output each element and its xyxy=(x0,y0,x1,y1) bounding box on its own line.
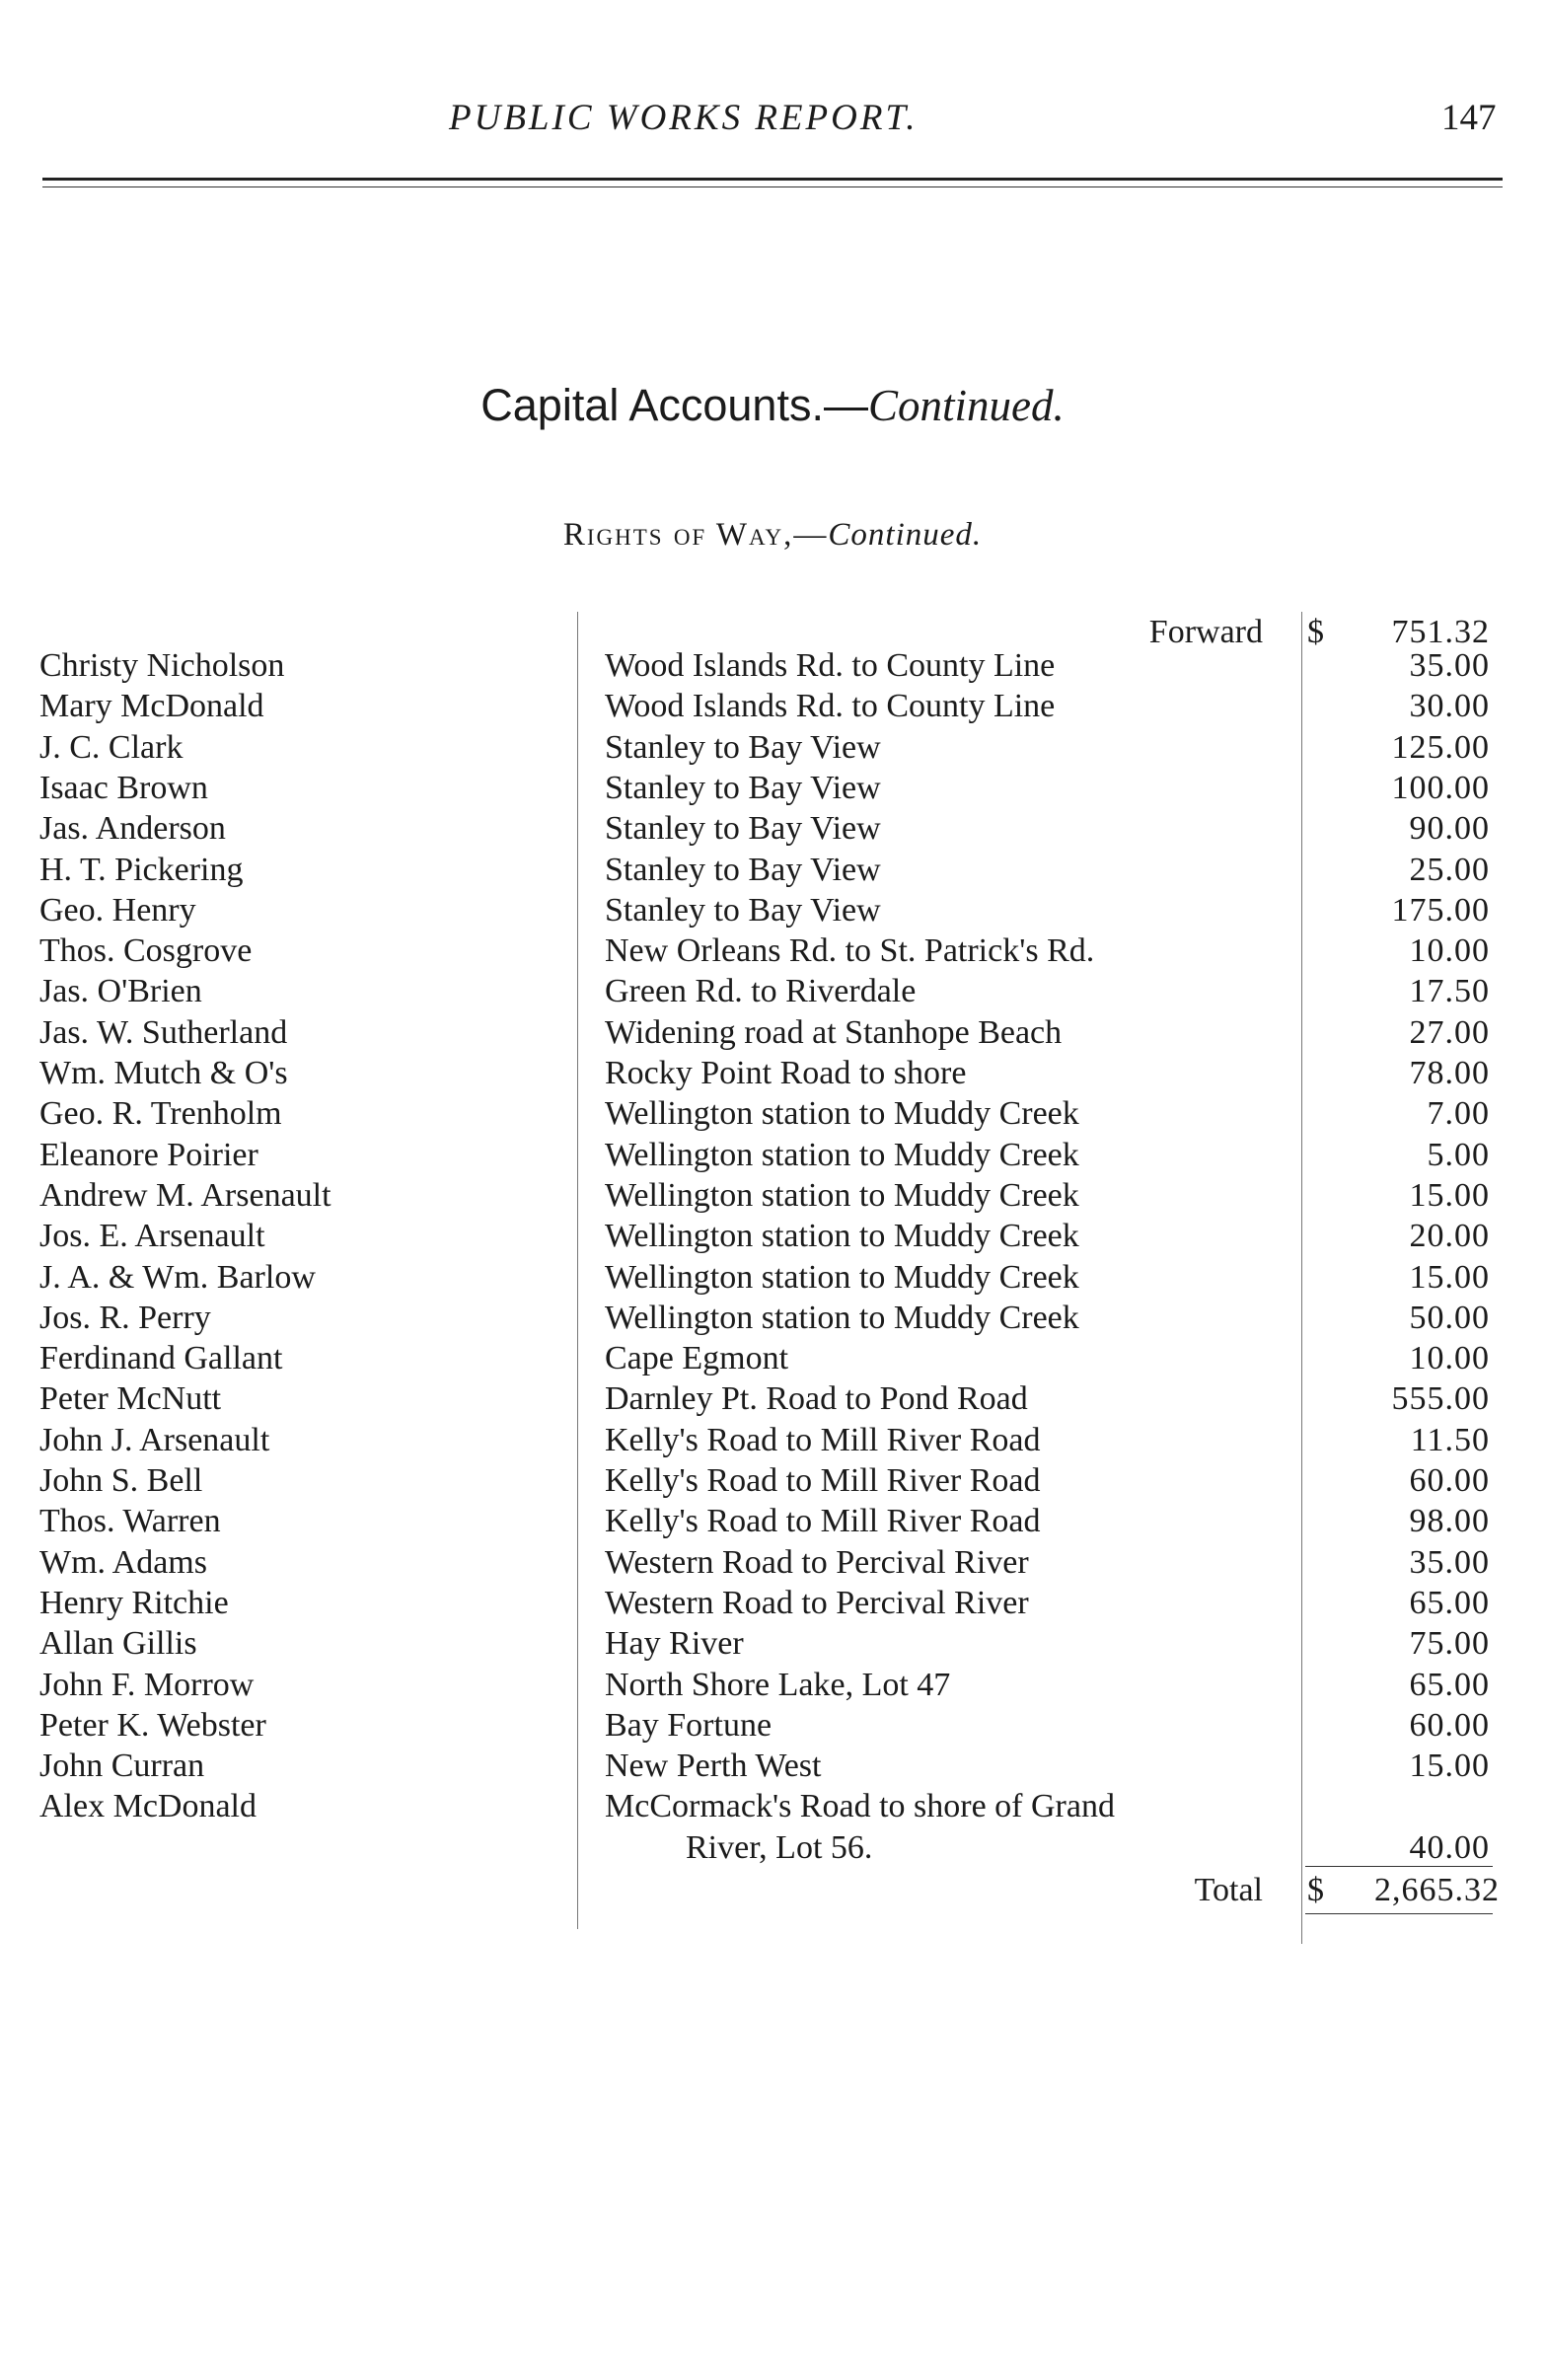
payee-name: John J. Arsenault xyxy=(39,1421,270,1458)
right-of-way-description: Widening road at Stanhope Beach xyxy=(605,1013,1063,1051)
payee-name: Geo. Henry xyxy=(39,891,196,929)
payee-name: Jos. R. Perry xyxy=(39,1299,211,1336)
right-of-way-description: Hay River xyxy=(605,1625,744,1663)
right-of-way-description: North Shore Lake, Lot 47 xyxy=(605,1666,951,1703)
right-of-way-description: New Orleans Rd. to St. Patrick's Rd. xyxy=(605,932,1095,970)
section-title-continued: Continued. xyxy=(867,381,1065,430)
table-row xyxy=(39,850,1509,891)
amount: 35.00 xyxy=(1409,647,1490,684)
amount: 78.00 xyxy=(1409,1055,1490,1091)
continuation-description: River, Lot 56. xyxy=(686,1828,873,1866)
right-of-way-description: McCormack's Road to shore of Grand xyxy=(605,1788,1115,1825)
table-row xyxy=(39,1746,1509,1787)
payee-name: Alex McDonald xyxy=(39,1788,258,1825)
table-row xyxy=(39,1053,1509,1094)
table-row xyxy=(39,930,1509,972)
payee-name: Jas. O'Brien xyxy=(39,973,202,1010)
table-row xyxy=(39,1257,1509,1299)
right-of-way-description: Kelly's Road to Mill River Road xyxy=(605,1421,1041,1458)
total-amount: 2,665.32 xyxy=(1374,1872,1500,1908)
right-of-way-description: Wood Islands Rd. to County Line xyxy=(605,647,1056,684)
payee-name: Geo. R. Trenholm xyxy=(39,1095,282,1133)
right-of-way-description: Darnley Pt. Road to Pond Road xyxy=(605,1380,1028,1418)
amount: 27.00 xyxy=(1409,1013,1490,1051)
page-number: 147 xyxy=(1441,98,1497,138)
table-row xyxy=(39,1216,1509,1257)
table-row xyxy=(39,1665,1509,1706)
amount: 65.00 xyxy=(1409,1666,1490,1703)
total-currency: $ xyxy=(1307,1872,1324,1908)
payee-name: Christy Nicholson xyxy=(39,647,285,684)
amount: 10.00 xyxy=(1409,1340,1490,1377)
amount: 17.50 xyxy=(1409,973,1490,1010)
payee-name: Thos. Cosgrove xyxy=(39,932,253,970)
table-row xyxy=(39,1501,1509,1542)
payee-name: Thos. Warren xyxy=(39,1503,221,1540)
section-title xyxy=(0,380,1545,431)
table-row xyxy=(39,686,1509,727)
amount: 25.00 xyxy=(1409,851,1490,888)
running-head xyxy=(0,97,1545,156)
table-row xyxy=(39,1460,1509,1502)
right-of-way-description: Cape Egmont xyxy=(605,1340,789,1377)
amount: 15.00 xyxy=(1409,1176,1490,1214)
table-row xyxy=(39,971,1509,1012)
right-of-way-description: Rocky Point Road to shore xyxy=(605,1055,967,1091)
right-of-way-description: Wellington station to Muddy Creek xyxy=(605,1258,1079,1296)
right-of-way-description: Stanley to Bay View xyxy=(605,728,881,766)
right-of-way-description: Western Road to Percival River xyxy=(605,1543,1029,1581)
payee-name: Peter McNutt xyxy=(39,1380,222,1418)
payee-name: J. C. Clark xyxy=(39,728,184,766)
subsection-title-continued: Continued. xyxy=(828,517,983,553)
right-of-way-description: New Perth West xyxy=(605,1748,822,1785)
amount: 15.00 xyxy=(1409,1748,1490,1785)
amount: 555.00 xyxy=(1391,1380,1490,1418)
table-row xyxy=(39,1623,1509,1665)
payee-name: J. A. & Wm. Barlow xyxy=(39,1258,316,1296)
payee-name: Jas. Anderson xyxy=(39,810,226,848)
table-row xyxy=(39,808,1509,850)
amount: 30.00 xyxy=(1409,688,1490,725)
total-row xyxy=(39,1870,1509,1911)
table-row xyxy=(39,645,1509,687)
table-row xyxy=(39,1786,1509,1827)
total-rule-bottom xyxy=(1305,1913,1493,1914)
amount: 65.00 xyxy=(1409,1584,1490,1621)
right-of-way-description: Kelly's Road to Mill River Road xyxy=(605,1462,1041,1499)
total-label: Total xyxy=(1194,1872,1263,1908)
running-title: PUBLIC WORKS REPORT. xyxy=(449,98,919,138)
forward-currency: $ xyxy=(1307,614,1324,650)
amount: 100.00 xyxy=(1391,769,1490,806)
amount: 60.00 xyxy=(1409,1462,1490,1499)
table-row xyxy=(39,1542,1509,1584)
table-row xyxy=(39,1583,1509,1624)
amount: 5.00 xyxy=(1427,1136,1490,1173)
forward-label: Forward xyxy=(1148,614,1263,650)
payee-name: Wm. Adams xyxy=(39,1543,207,1581)
continuation-amount: 40.00 xyxy=(1409,1828,1490,1866)
table-row xyxy=(39,890,1509,931)
amount: 50.00 xyxy=(1409,1299,1490,1336)
right-of-way-description: Wellington station to Muddy Creek xyxy=(605,1176,1079,1214)
right-of-way-description: Wellington station to Muddy Creek xyxy=(605,1095,1079,1133)
payee-name: Henry Ritchie xyxy=(39,1584,229,1621)
table-row xyxy=(39,1420,1509,1461)
table-row xyxy=(39,1012,1509,1054)
payee-name: Andrew M. Arsenault xyxy=(39,1176,331,1214)
amount: 60.00 xyxy=(1409,1706,1490,1744)
amount: 7.00 xyxy=(1427,1095,1490,1133)
payee-name: Allan Gillis xyxy=(39,1625,197,1663)
right-of-way-description: Wellington station to Muddy Creek xyxy=(605,1136,1079,1173)
payee-name: Eleanore Poirier xyxy=(39,1136,258,1173)
right-of-way-description: Wellington station to Muddy Creek xyxy=(605,1218,1079,1255)
amount: 11.50 xyxy=(1410,1421,1490,1458)
payee-name: Isaac Brown xyxy=(39,769,208,806)
amount: 175.00 xyxy=(1391,891,1490,929)
amount: 90.00 xyxy=(1409,810,1490,848)
amount: 10.00 xyxy=(1409,932,1490,970)
subsection-title-main: Rights of Way,— xyxy=(562,517,829,553)
table-row xyxy=(39,1093,1509,1135)
payee-name: Wm. Mutch & O's xyxy=(39,1055,288,1091)
right-of-way-description: Stanley to Bay View xyxy=(605,810,881,848)
right-of-way-description: Stanley to Bay View xyxy=(605,891,881,929)
forward-amount: 751.32 xyxy=(1391,614,1490,650)
table-row xyxy=(39,768,1509,809)
header-rule-thick xyxy=(42,178,1503,181)
table-row xyxy=(39,1135,1509,1176)
table-row xyxy=(39,1378,1509,1420)
section-title-main: Capital Accounts.— xyxy=(480,380,868,430)
table-row xyxy=(39,1338,1509,1379)
header-rule-thin xyxy=(42,186,1503,187)
payee-name: H. T. Pickering xyxy=(39,851,244,888)
payee-name: Jos. E. Arsenault xyxy=(39,1218,265,1255)
subsection-title xyxy=(0,517,1545,554)
amount: 125.00 xyxy=(1391,728,1490,766)
amount: 20.00 xyxy=(1409,1218,1490,1255)
amount: 35.00 xyxy=(1409,1543,1490,1581)
right-of-way-description: Bay Fortune xyxy=(605,1706,772,1744)
amount: 98.00 xyxy=(1409,1503,1490,1540)
amount: 15.00 xyxy=(1409,1258,1490,1296)
right-of-way-description: Stanley to Bay View xyxy=(605,851,881,888)
payee-name: John F. Morrow xyxy=(39,1666,255,1703)
total-rule-top xyxy=(1305,1866,1493,1867)
right-of-way-description: Wellington station to Muddy Creek xyxy=(605,1299,1079,1336)
payee-name: John Curran xyxy=(39,1748,205,1785)
table-row xyxy=(39,727,1509,769)
payee-name: Jas. W. Sutherland xyxy=(39,1013,288,1051)
rights-of-way-table xyxy=(39,612,1509,1934)
table-row xyxy=(39,1298,1509,1339)
right-of-way-description: Western Road to Percival River xyxy=(605,1584,1029,1621)
continuation-row xyxy=(39,1827,1509,1869)
right-of-way-description: Wood Islands Rd. to County Line xyxy=(605,688,1056,725)
right-of-way-description: Kelly's Road to Mill River Road xyxy=(605,1503,1041,1540)
payee-name: Ferdinand Gallant xyxy=(39,1340,283,1377)
payee-name: Peter K. Webster xyxy=(39,1706,266,1744)
payee-name: John S. Bell xyxy=(39,1462,203,1499)
table-row xyxy=(39,1705,1509,1747)
right-of-way-description: Stanley to Bay View xyxy=(605,769,881,806)
payee-name: Mary McDonald xyxy=(39,688,264,725)
amount: 75.00 xyxy=(1409,1625,1490,1663)
right-of-way-description: Green Rd. to Riverdale xyxy=(605,973,917,1010)
table-row xyxy=(39,1175,1509,1217)
